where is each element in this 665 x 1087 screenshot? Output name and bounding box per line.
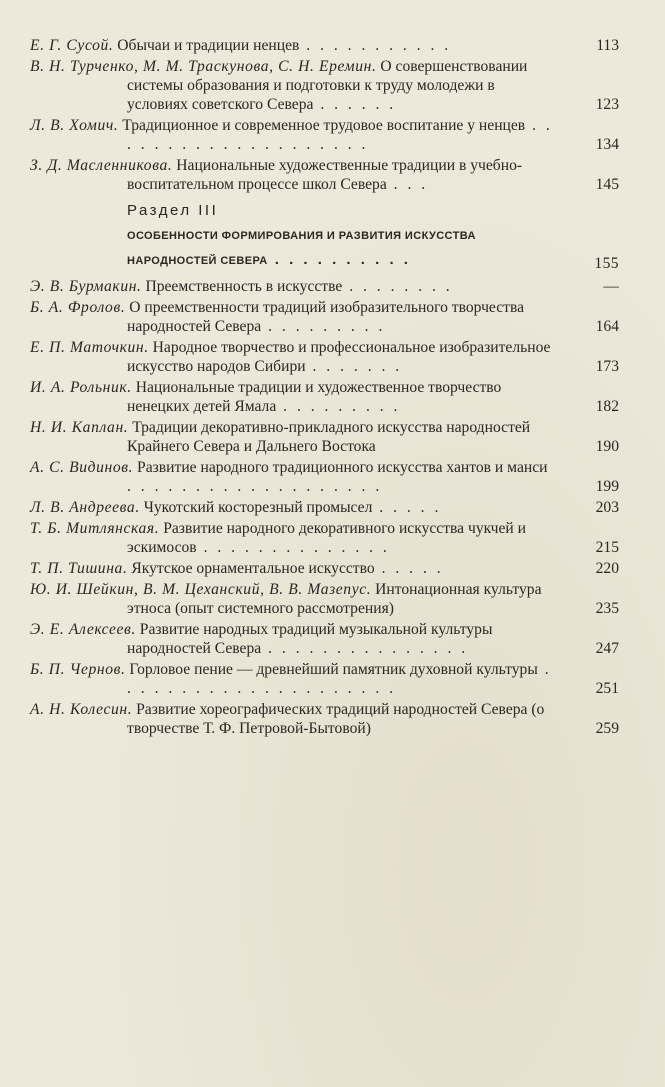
toc-entry-text — [30, 277, 557, 296]
toc-entry — [30, 378, 619, 416]
toc-entry-text — [30, 298, 557, 336]
toc-entry — [30, 498, 619, 517]
toc-entry — [30, 277, 619, 296]
toc-entry-text — [30, 700, 557, 738]
toc-entry-title: Национальные традиции и художественное творчество ненецких детей Ямала — [127, 379, 502, 415]
toc-entry-text — [30, 156, 557, 194]
toc-entry-text — [30, 378, 557, 416]
toc-page-number: 215 — [595, 539, 619, 556]
toc-entry-author: И. А. Рольник. — [30, 379, 132, 396]
section-title-text: ОСОБЕННОСТИ ФОРМИРОВАНИЯ И РАЗВИТИЯ ИСКУССТВА НАРОДНОСТЕЙ СЕВЕРА — [127, 230, 476, 267]
toc-entry-author: А. С. Видинов. — [30, 459, 134, 476]
section-header — [30, 200, 619, 273]
toc-entry-title: Якутское орнаментальное искусство — [131, 560, 375, 577]
toc-entry-text — [30, 519, 557, 557]
toc-page-number: 235 — [595, 600, 619, 617]
section-title — [127, 224, 619, 273]
toc-page-number: 220 — [595, 560, 619, 577]
toc-page-number: 190 — [595, 438, 619, 455]
toc-entry-author: Б. А. Фролов. — [30, 299, 126, 316]
toc-leader-dots: . . . . . . . . . . . . . . . . . . . . — [127, 117, 553, 153]
toc-entry — [30, 116, 619, 154]
toc-entry-text — [30, 620, 557, 658]
toc-entry — [30, 660, 619, 698]
toc-entry-author: Л. В. Андреева. — [30, 499, 140, 516]
toc-entry-title: Развитие народного декоративного искусства чукчей и эскимосов — [127, 520, 526, 556]
section-leader-dots: . . . . . . . . . . — [267, 251, 411, 268]
toc-group-part-3 — [30, 277, 619, 738]
toc-entry-title: О совершенствовании системы образования и подготовки к труду молодежи в условиях советского Севера — [127, 58, 528, 113]
toc-page-number: 113 — [596, 37, 619, 54]
toc-entry-text — [30, 580, 557, 618]
toc-page-number: 123 — [595, 96, 619, 113]
toc-entry — [30, 700, 619, 738]
toc-leader-dots: . . . . . . . . — [342, 278, 453, 295]
toc-entry-title: Преемственность в искусстве — [145, 278, 343, 295]
toc-entry-author: Э. Е. Алексеев. — [30, 621, 136, 638]
toc-entry-author: В. Н. Турченко, М. М. Траскунова, С. Н. Еремин. — [30, 58, 377, 75]
toc-entry-title: Национальные художественные традиции в учебно-воспитательном процессе школ Севера — [127, 157, 523, 193]
toc-entry-text — [30, 338, 557, 376]
toc-page-number: 251 — [595, 680, 619, 697]
toc-entry — [30, 418, 619, 456]
toc-entry-author: Е. П. Маточкин. — [30, 339, 149, 356]
toc-entry-title: Традиционное и современное трудовое воспитание у ненцев — [122, 117, 526, 134]
toc-entry-title: Развитие хореографических традиций народностей Севера (о творчестве Т. Ф. Петровой-Бытовой) — [127, 701, 545, 737]
toc-entry-title: Чукотский косторезный промысел — [143, 499, 373, 516]
toc-entry-title: Обычаи и традиции ненцев — [117, 37, 300, 54]
toc-entry-text — [30, 458, 557, 496]
toc-entry-title: Горловое пение — древнейший памятник духовной культуры — [129, 661, 538, 678]
toc-entry — [30, 338, 619, 376]
toc-leader-dots: . . . . . . . . . . . . . . — [196, 539, 390, 556]
toc-leader-dots: . . . . . . — [313, 96, 397, 113]
toc-entry-text — [30, 418, 557, 456]
toc-entry — [30, 36, 619, 55]
toc-entry-title: Развитие народного традиционного искусства хантов и манси — [137, 459, 548, 476]
toc-entry-text — [30, 498, 557, 517]
toc-entry-author: Ю. И. Шейкин, В. М. Цеханский, В. В. Мазепус. — [30, 581, 372, 598]
toc-entry-author: Н. И. Каплан. — [30, 419, 129, 436]
toc-entry-title: О преемственности традиций изобразительного творчества народностей Севера — [127, 299, 525, 335]
toc-entry-text — [30, 660, 557, 698]
toc-entry-text — [30, 116, 557, 154]
toc-group-part-2 — [30, 36, 619, 194]
toc-entry-author: З. Д. Масленникова. — [30, 157, 173, 174]
toc-leader-dots: . . . . . . . — [305, 358, 403, 375]
toc-entry — [30, 620, 619, 658]
toc-page-number: 145 — [595, 176, 619, 193]
toc-entry-title: Народное творчество и профессиональное изобразительное искусство народов Сибири — [127, 339, 551, 375]
toc-page-number: 199 — [595, 478, 619, 495]
toc-entry-author: А. Н. Колесин. — [30, 701, 133, 718]
toc-entry-author: Т. Б. Митлянская. — [30, 520, 160, 537]
toc-page-number: — — [603, 278, 619, 295]
toc-leader-dots: . . . — [386, 176, 429, 193]
toc-entry-title: Интонационная культура этноса (опыт системного рассмотрения) — [127, 581, 542, 617]
toc-leader-dots: . . . . . . . . . . . . . . . . . . . . . — [127, 661, 552, 697]
toc-entry — [30, 156, 619, 194]
toc-entry-text — [30, 36, 557, 55]
toc-leader-dots: . . . . . . . . . . . . . . . . . . . — [127, 478, 383, 495]
toc-entry-author: Е. Г. Сусой. — [30, 37, 114, 54]
toc-leader-dots: . . . . . — [372, 499, 442, 516]
toc-entry — [30, 298, 619, 336]
section-page-number: 155 — [594, 255, 619, 272]
toc-entry-author: Б. П. Чернов. — [30, 661, 126, 678]
toc-entry — [30, 559, 619, 578]
table-of-contents — [30, 36, 619, 738]
toc-entry-text — [30, 57, 557, 114]
toc-entry — [30, 580, 619, 618]
toc-page-number: 247 — [595, 640, 619, 657]
toc-entry — [30, 519, 619, 557]
toc-leader-dots: . . . . . . . . . . . . . . . — [261, 640, 469, 657]
toc-entry-author: Э. В. Бурмакин. — [30, 278, 142, 295]
toc-entry-title: Развитие народных традиций музыкальной культуры народностей Севера — [127, 621, 493, 657]
toc-entry-author: Л. В. Хомич. — [30, 117, 119, 134]
toc-entry — [30, 458, 619, 496]
toc-entry-author: Т. П. Тишина. — [30, 560, 128, 577]
toc-page-number: 259 — [595, 720, 619, 737]
toc-page-number: 134 — [595, 136, 619, 153]
toc-leader-dots: . . . . . . . . . . . — [299, 37, 452, 54]
toc-page-number: 173 — [595, 358, 619, 375]
section-label: Раздел III — [127, 202, 219, 219]
toc-leader-dots: . . . . . . . . . — [276, 398, 401, 415]
toc-entry-title: Традиции декоративно-прикладного искусства народностей Крайнего Севера и Дальнего Востока — [127, 419, 531, 455]
toc-page-number: 182 — [595, 398, 619, 415]
toc-leader-dots: . . . . . — [374, 560, 444, 577]
toc-page-number: 164 — [595, 318, 619, 335]
toc-leader-dots: . . . . . . . . . — [261, 318, 386, 335]
toc-entry — [30, 57, 619, 114]
toc-page-number: 203 — [595, 499, 619, 516]
toc-entry-text — [30, 559, 557, 578]
